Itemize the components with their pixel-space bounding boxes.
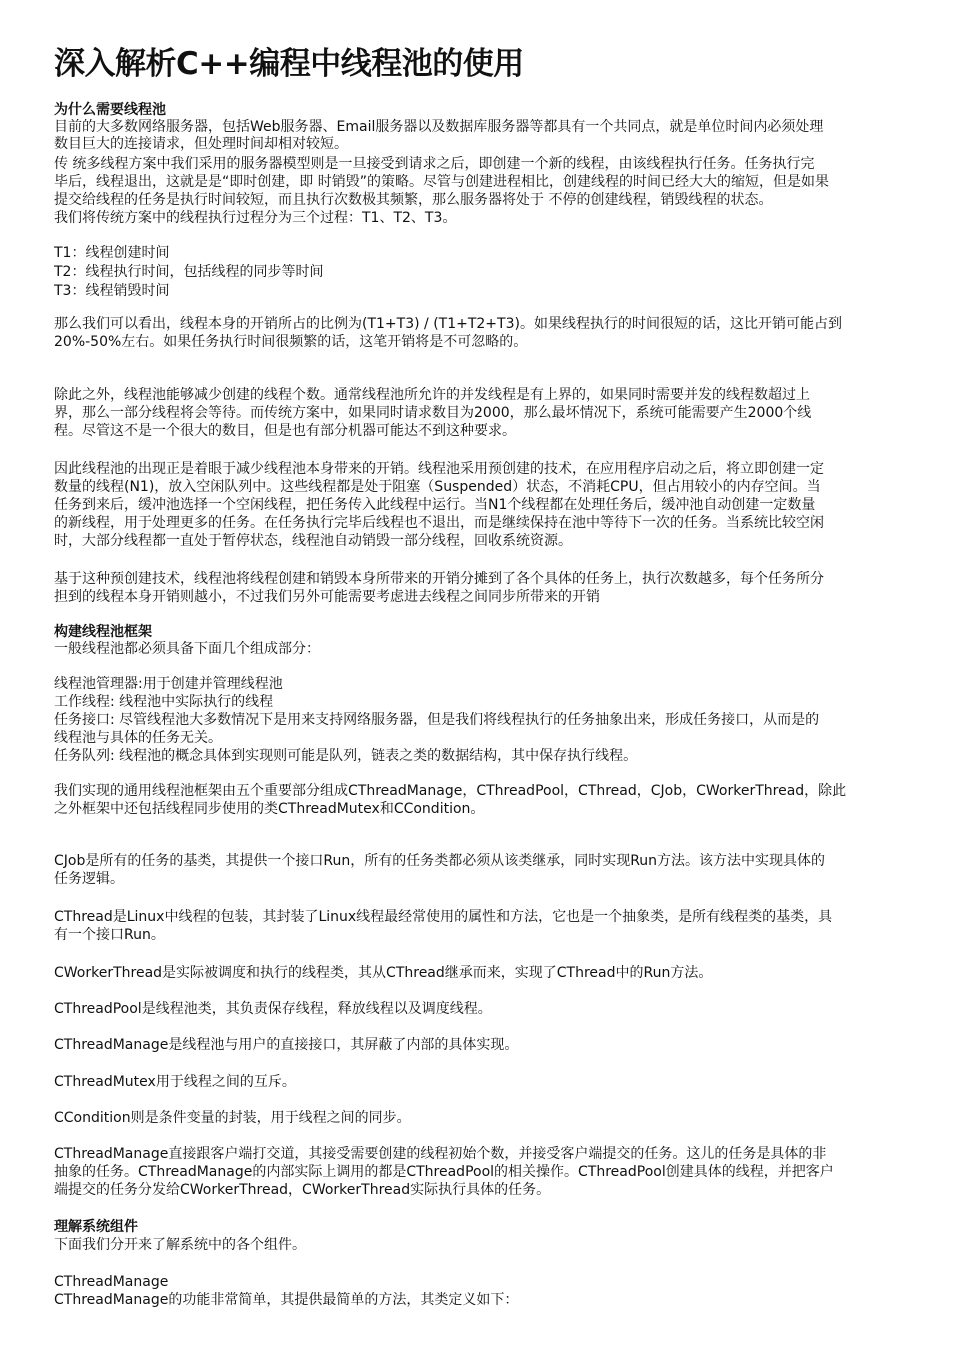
page-title: 深入解析C++编程中线程池的使用	[54, 46, 524, 82]
paragraph-line: 线程池管理器:用于创建并管理线程池	[54, 676, 283, 692]
paragraph-line: CThreadManage	[54, 1274, 169, 1290]
paragraph-line: 那么我们可以看出，线程本身的开销所占的比例为(T1+T3) / (T1+T2+T3)。如果线程执行的时间很短的话，这比开销可能占到	[54, 316, 842, 332]
paragraph-line: 有一个接口Run。	[54, 927, 165, 943]
paragraph-line: 时，大部分线程都一直处于暂停状态，线程池自动销毁一部分线程，回收系统资源。	[54, 533, 572, 549]
paragraph-line: CThread是Linux中线程的包装，其封装了Linux线程最经常使用的属性和方法，它也是一个抽象类，是所有线程类的基类，具	[54, 909, 833, 925]
paragraph-line: T1：线程创建时间	[54, 245, 170, 261]
paragraph-line: 20%-50%左右。如果任务执行时间很频繁的话，这笔开销将是不可忽略的。	[54, 334, 528, 350]
paragraph-line: 目前的大多数网络服务器，包括Web服务器、Email服务器以及数据库服务器等都具有一个共同点，就是单位时间内必须处理	[54, 119, 824, 135]
paragraph-line: 数目巨大的连接请求，但处理时间却相对较短。	[54, 136, 348, 152]
paragraph-line: 传 统多线程方案中我们采用的服务器模型则是一旦接受到请求之后，即创建一个新的线程，由该线程执行任务。任务执行完	[54, 156, 815, 172]
paragraph-line: 除此之外，线程池能够减少创建的线程个数。通常线程池所允许的并发线程是有上界的，如果同时需要并发的线程数超过上	[54, 387, 810, 403]
paragraph-line: 界，那么一部分线程将会等待。而传统方案中，如果同时请求数目为2000，那么最坏情况下，系统可能需要产生2000个线	[54, 405, 812, 421]
paragraph-line: 抽象的任务。CThreadManage的内部实际上调用的都是CThreadPool的相关操作。CThreadPool创建具体的线程，并把客户	[54, 1164, 834, 1180]
paragraph-line: 任务逻辑。	[54, 871, 124, 887]
section-heading: 理解系统组件	[54, 1219, 138, 1235]
paragraph-line: 基于这种预创建技术，线程池将线程创建和销毁本身所带来的开销分摊到了各个具体的任务上，执行次数越多，每个任务所分	[54, 571, 824, 587]
paragraph-line: CThreadManage的功能非常简单，其提供最简单的方法，其类定义如下：	[54, 1292, 519, 1308]
paragraph-line: 毕后，线程退出，这就是是“即时创建，即 时销毁”的策略。尽管与创建进程相比，创建线程的时间已经大大的缩短，但是如果	[54, 174, 829, 190]
section-heading: 构建线程池框架	[54, 624, 152, 640]
paragraph-line: 任务到来后，缓冲池选择一个空闲线程，把任务传入此线程中运行。当N1个线程都在处理任务后，缓冲池自动创建一定数量	[54, 497, 816, 513]
paragraph-line: T3：线程销毁时间	[54, 283, 170, 299]
paragraph-line: T2：线程执行时间，包括线程的同步等时间	[54, 264, 324, 280]
paragraph-line: 下面我们分开来了解系统中的各个组件。	[54, 1237, 306, 1253]
paragraph-line: CThreadMutex用于线程之间的互斥。	[54, 1074, 296, 1090]
paragraph-line: 担到的线程本身开销则越小，不过我们另外可能需要考虑进去线程之间同步所带来的开销	[54, 589, 600, 605]
paragraph-line: 数量的线程(N1)，放入空闲队列中。这些线程都是处于阻塞（Suspended）状态，不消耗CPU，但占用较小的内存空间。当	[54, 479, 821, 495]
paragraph-line: 因此线程池的出现正是着眼于减少线程池本身带来的开销。线程池采用预创建的技术，在应用程序启动之后，将立即创建一定	[54, 461, 824, 477]
paragraph-line: CThreadPool是线程池类，其负责保存线程，释放线程以及调度线程。	[54, 1001, 492, 1017]
paragraph-line: 端提交的任务分发给CWorkerThread，CWorkerThread实际执行具体的任务。	[54, 1182, 551, 1198]
paragraph-line: 工作线程: 线程池中实际执行的线程	[54, 694, 274, 710]
paragraph-line: 的新线程，用于处理更多的任务。在任务执行完毕后线程也不退出，而是继续保持在池中等待下一次的任务。当系统比较空闲	[54, 515, 824, 531]
paragraph-line: CWorkerThread是实际被调度和执行的线程类，其从CThread继承而来，实现了CThread中的Run方法。	[54, 965, 713, 981]
paragraph-line: CJob是所有的任务的基类，其提供一个接口Run，所有的任务类都必须从该类继承，同时实现Run方法。该方法中实现具体的	[54, 853, 826, 869]
paragraph-line: 一般线程池都必须具备下面几个组成部分：	[54, 641, 320, 657]
paragraph-line: CCondition则是条件变量的封装，用于线程之间的同步。	[54, 1110, 411, 1126]
paragraph-line: 任务接口: 尽管线程池大多数情况下是用来支持网络服务器，但是我们将线程执行的任务抽象出来，形成任务接口，从而是的	[54, 712, 820, 728]
paragraph-line: 我们将传统方案中的线程执行过程分为三个过程：T1、T2、T3。	[54, 210, 457, 226]
paragraph-line: CThreadManage直接跟客户端打交道，其接受需要创建的线程初始个数，并接受客户端提交的任务。这儿的任务是具体的非	[54, 1146, 827, 1162]
paragraph-line: 线程池与具体的任务无关。	[54, 730, 222, 746]
paragraph-line: CThreadManage是线程池与用户的直接接口，其屏蔽了内部的具体实现。	[54, 1037, 519, 1053]
paragraph-line: 任务队列: 线程池的概念具体到实现则可能是队列，链表之类的数据结构，其中保存执行线程。	[54, 748, 638, 764]
paragraph-line: 程。尽管这不是一个很大的数目，但是也有部分机器可能达不到这种要求。	[54, 423, 516, 439]
paragraph-line: 之外框架中还包括线程同步使用的类CThreadMutex和CCondition。	[54, 801, 485, 817]
section-heading: 为什么需要线程池	[54, 102, 166, 118]
paragraph-line: 提交给线程的任务是执行时间较短，而且执行次数极其频繁，那么服务器将处于 不停的创建线程，销毁线程的状态。	[54, 192, 773, 208]
paragraph-line: 我们实现的通用线程池框架由五个重要部分组成CThreadManage，CThreadPool，CThread，CJob，CWorkerThread，除此	[54, 783, 847, 799]
